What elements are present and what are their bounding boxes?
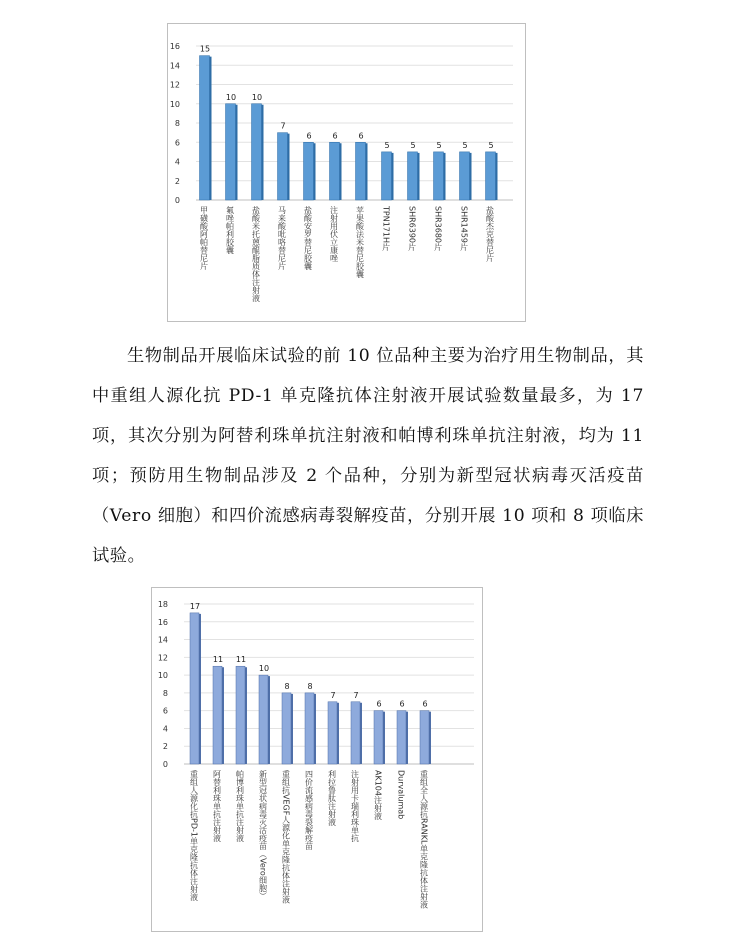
category-label: 阿替利珠单抗注射液 xyxy=(212,770,222,842)
category-label: 甲磺酸阿帕替尼片 xyxy=(199,206,209,270)
chart-2 xyxy=(152,588,482,931)
bar-value-label: 10 xyxy=(251,92,263,102)
chart-1-frame xyxy=(167,23,526,322)
y-tick-label: 16 xyxy=(157,617,168,627)
category-label: 苹果酸法米替尼胶囊 xyxy=(355,206,365,278)
category-label: 利拉鲁肽注射液 xyxy=(327,770,337,826)
bar-value-label: 11 xyxy=(212,655,224,665)
bar-value-label: 6 xyxy=(306,131,312,141)
bar xyxy=(408,152,418,200)
category-label: 氟唑帕利胶囊 xyxy=(225,206,235,254)
bar-value-label: 7 xyxy=(353,690,359,700)
bar xyxy=(226,104,236,200)
bar xyxy=(213,666,222,764)
bar-value-label: 5 xyxy=(436,140,442,150)
y-tick-label: 0 xyxy=(162,760,168,769)
bar-value-label: 6 xyxy=(358,131,364,141)
bar-value-label: 8 xyxy=(284,681,290,691)
bar xyxy=(190,613,199,764)
category-label: 四价流感病毒裂解疫苗 xyxy=(304,770,314,850)
bar xyxy=(282,693,291,764)
bar xyxy=(330,142,340,200)
bar xyxy=(397,711,406,764)
category-label: 注射用伏立康唑 xyxy=(329,206,339,262)
y-tick-label: 10 xyxy=(157,671,168,681)
bar xyxy=(328,702,337,764)
category-label: Durvalumab xyxy=(396,770,406,820)
y-tick-label: 4 xyxy=(174,157,180,167)
bar xyxy=(305,693,314,764)
bar-value-label: 6 xyxy=(422,699,428,709)
bar-value-label: 6 xyxy=(376,699,382,709)
chart-1 xyxy=(168,24,525,321)
bar xyxy=(374,711,383,764)
y-tick-label: 2 xyxy=(174,176,180,186)
bar xyxy=(460,152,470,200)
y-tick-label: 2 xyxy=(162,742,168,752)
category-label: 重组人源化抗PD-1单克隆抗体注射液 xyxy=(189,770,199,901)
y-tick-label: 6 xyxy=(174,138,180,148)
bar xyxy=(356,142,366,200)
category-label: TPN171H片 xyxy=(381,206,391,251)
bar-value-label: 5 xyxy=(384,140,390,150)
bar-value-label: 10 xyxy=(225,92,237,102)
bar-value-label: 15 xyxy=(199,44,211,54)
chart-2-frame xyxy=(151,587,483,932)
bar-value-label: 17 xyxy=(189,601,201,611)
category-label: SHR3680片 xyxy=(433,206,443,252)
y-tick-label: 12 xyxy=(169,80,180,90)
bar-value-label: 5 xyxy=(488,140,494,150)
y-tick-label: 10 xyxy=(169,99,180,109)
bar xyxy=(382,152,392,200)
bar xyxy=(252,104,262,200)
bar xyxy=(420,711,429,764)
bar xyxy=(434,152,444,200)
bar xyxy=(200,56,210,200)
bar-value-label: 6 xyxy=(332,131,338,141)
bar-value-label: 10 xyxy=(258,664,270,674)
category-label: SHR1459片 xyxy=(459,206,469,252)
category-label: 注射用卡瑞利珠单抗 xyxy=(350,770,360,842)
y-tick-label: 18 xyxy=(157,600,168,609)
bar xyxy=(259,675,268,764)
category-label: 盐酸杰克替尼片 xyxy=(485,206,495,262)
bar-value-label: 11 xyxy=(235,655,247,665)
y-tick-label: 4 xyxy=(162,724,168,734)
category-label: 盐酸米托蒽醌脂质体注射液 xyxy=(251,206,261,302)
y-tick-label: 12 xyxy=(157,653,168,663)
bar-value-label: 6 xyxy=(399,699,405,709)
bar xyxy=(486,152,496,200)
y-tick-label: 14 xyxy=(157,635,168,645)
y-tick-label: 14 xyxy=(169,61,180,71)
y-tick-label: 16 xyxy=(169,42,180,51)
bar-value-label: 5 xyxy=(410,140,416,150)
bar-value-label: 7 xyxy=(280,121,286,131)
y-tick-label: 8 xyxy=(162,688,168,698)
y-tick-label: 0 xyxy=(174,196,180,205)
bar-value-label: 8 xyxy=(307,681,313,691)
bar-value-label: 5 xyxy=(462,140,468,150)
bar xyxy=(304,142,314,200)
category-label: SHR6390片 xyxy=(407,206,417,252)
category-label: 新型冠状病毒灭活疫苗（Vero细胞） xyxy=(258,770,268,900)
category-label: AK104注射液 xyxy=(373,770,383,820)
bar xyxy=(351,702,360,764)
category-label: 帕博利珠单抗注射液 xyxy=(235,770,245,842)
body-paragraph: 生物制品开展临床试验的前 10 位品种主要为治疗用生物制品，其中重组人源化抗 PD-1 单克隆抗体注射液开展试验数量最多，为 17 项，其次分别为阿替利珠单抗注射液和帕博利珠单抗注射液，均为 11 项；预防用生物制品涉及 2 个品种，分别为新型冠状病毒灭活疫苗（Vero 细胞）和四价流感病毒裂解疫苗，分别开展 10 项和 8 项临床试验。 xyxy=(92,346,644,566)
bar-value-label: 7 xyxy=(330,690,336,700)
bar xyxy=(236,666,245,764)
y-tick-label: 6 xyxy=(162,706,168,716)
y-tick-label: 8 xyxy=(174,119,180,128)
bar xyxy=(278,133,288,200)
category-label: 重组全人源抗RANKL单克隆抗体注射液 xyxy=(419,770,429,909)
category-label: 马来酸吡咯替尼片 xyxy=(277,206,287,270)
category-label: 盐酸安罗替尼胶囊 xyxy=(303,206,313,270)
category-label: 重组抗VEGF人源化单克隆抗体注射液 xyxy=(281,770,291,904)
